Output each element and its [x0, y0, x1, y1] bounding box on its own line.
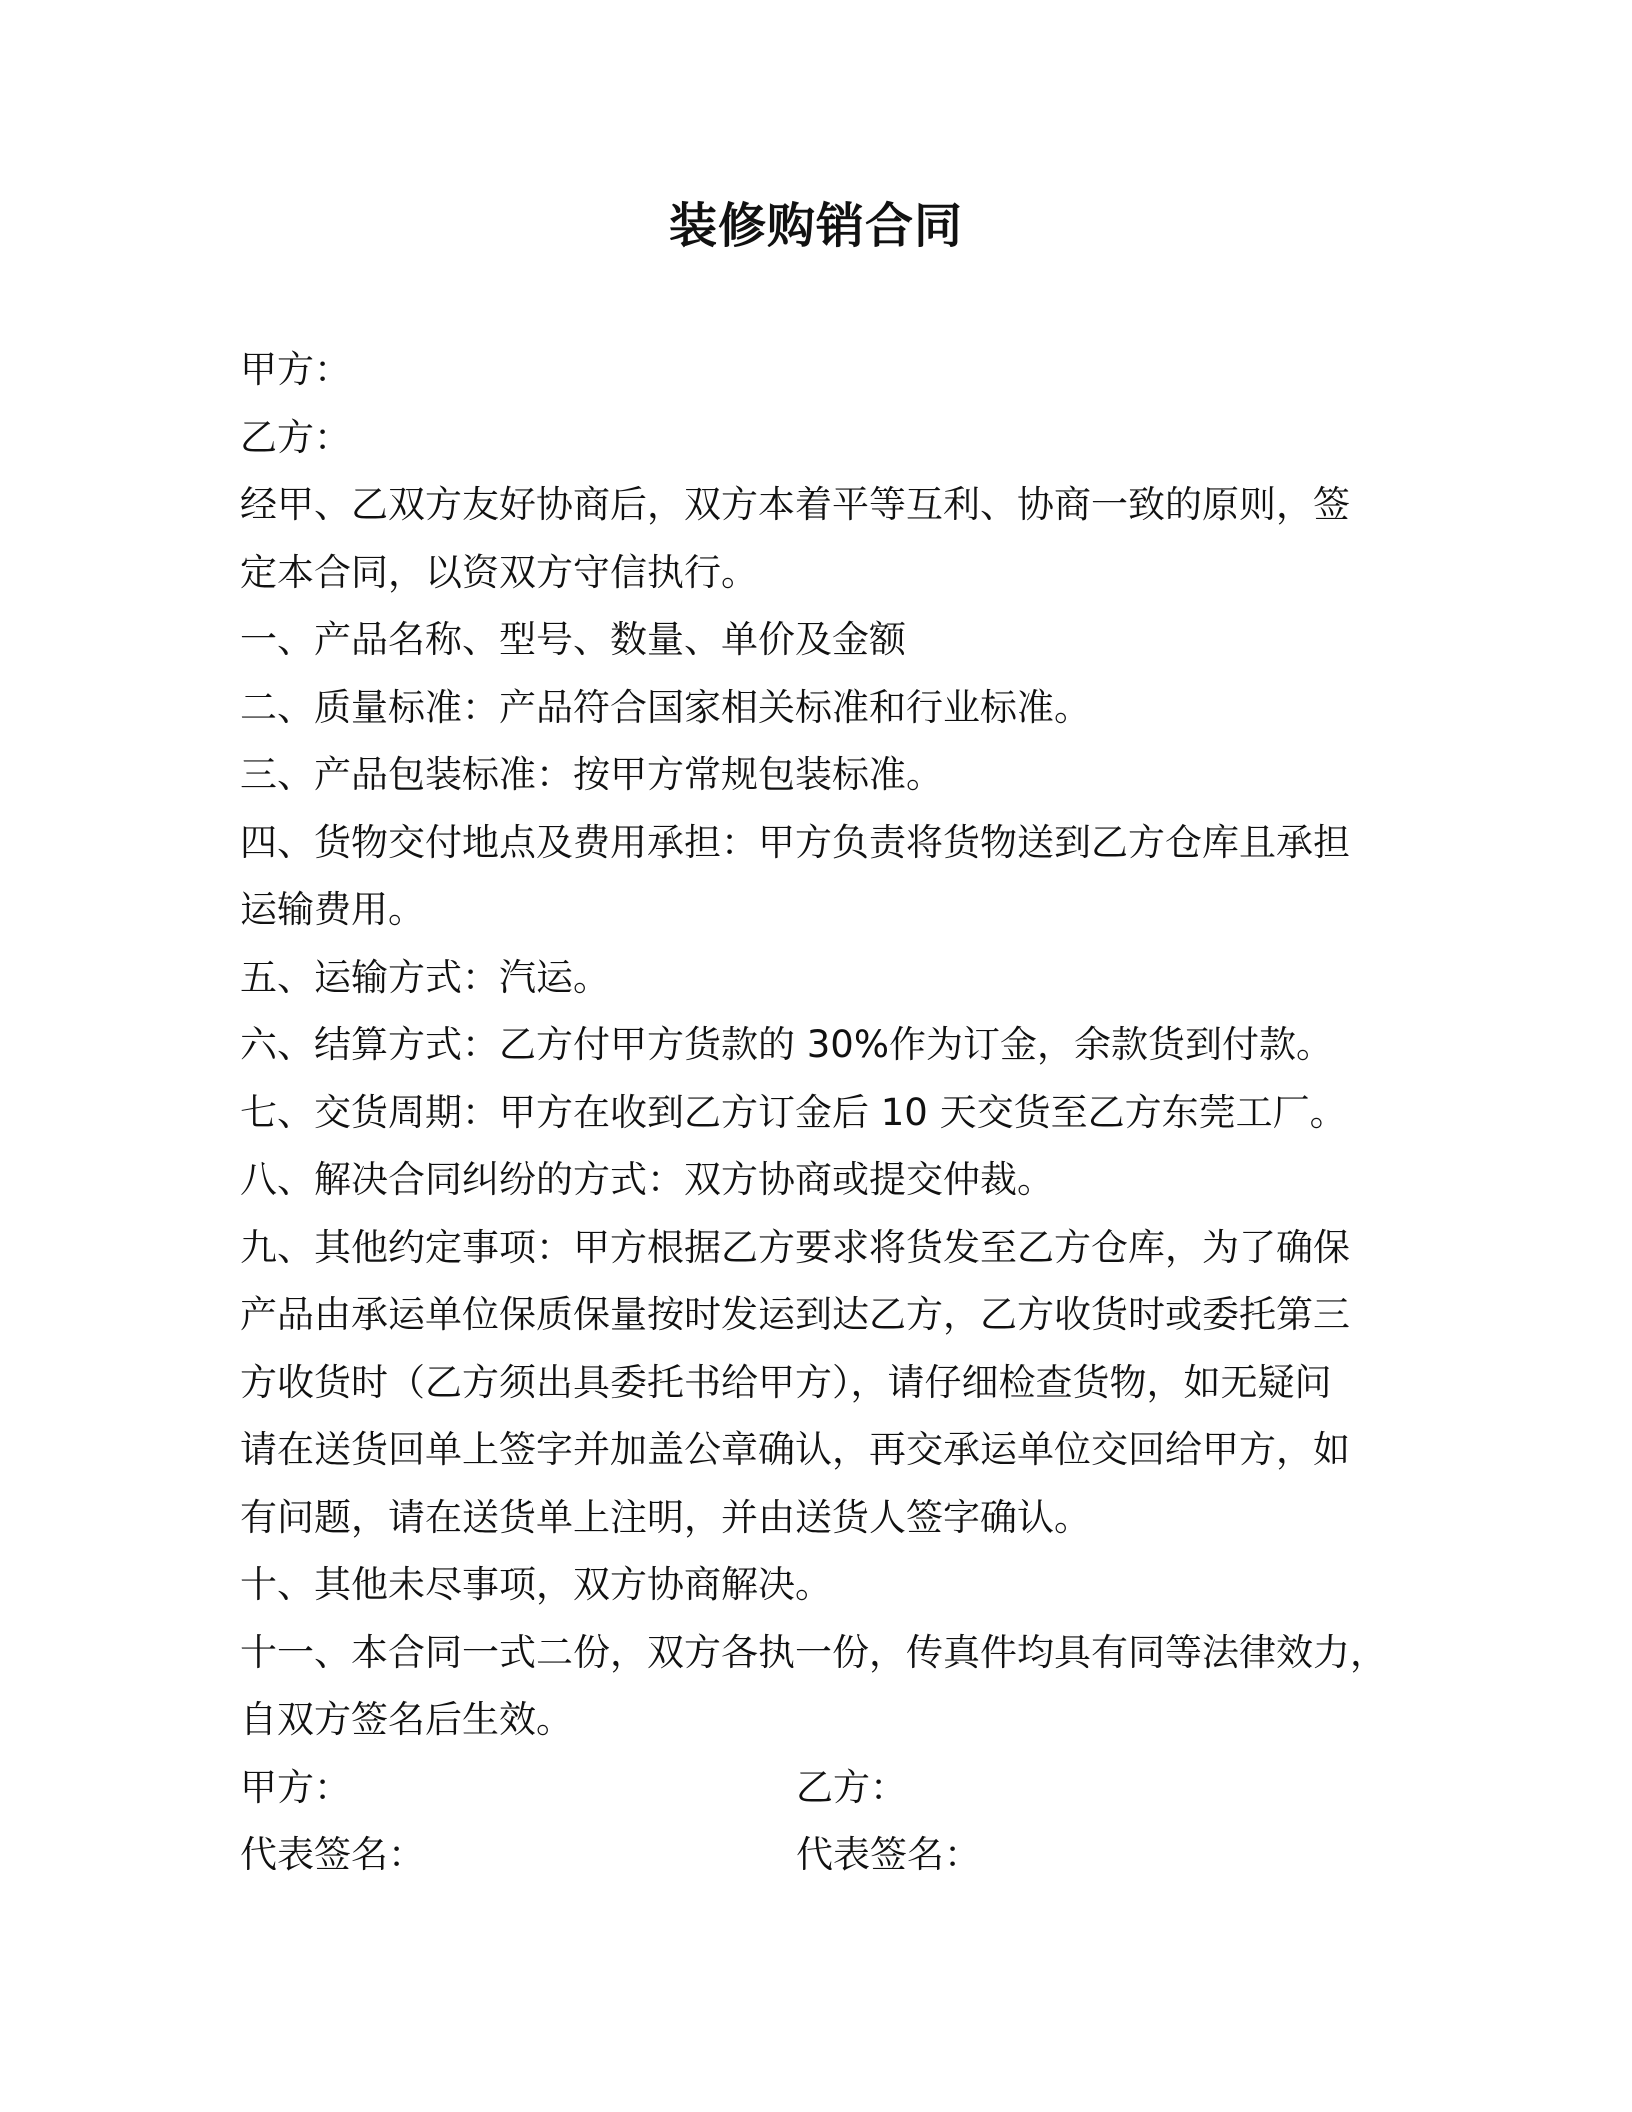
signature-rep-row — [240, 1821, 1380, 1889]
paragraph-line-6: 四、货物交付地点及费用承担：甲方负责将货物送到乙方仓库且承担 — [240, 820, 1350, 864]
signature-party-row — [240, 1754, 1380, 1822]
paragraph-line-18: 十一、本合同一式二份，双方各执一份，传真件均具有同等法律效力， — [240, 1630, 1387, 1674]
paragraph-line-16: 有问题，请在送货单上注明，并由送货人签字确认。 — [240, 1495, 1091, 1539]
paragraph-line-8: 五、运输方式：汽运。 — [240, 955, 610, 999]
paragraph-line-10: 七、交货周期：甲方在收到乙方订金后 10 天交货至乙方东莞工厂。 — [240, 1090, 1347, 1134]
paragraph-line-9: 六、结算方式：乙方付甲方货款的 30%作为订金，余款货到付款。 — [240, 1023, 1333, 1066]
paragraph-line-11: 八、解决合同纠纷的方式：双方协商或提交仲裁。 — [240, 1158, 1054, 1201]
document-title: 装修购销合同 — [668, 198, 963, 254]
signature-party-b: 乙方： — [796, 1765, 907, 1809]
paragraph-line-15: 请在送货回单上签字并加盖公章确认，再交承运单位交回给甲方，如 — [240, 1428, 1350, 1471]
paragraph-line-13: 产品由承运单位保质保量按时发运到达乙方，乙方收货时或委托第三 — [240, 1293, 1350, 1336]
paragraph-line-4: 二、质量标准：产品符合国家相关标准和行业标准。 — [240, 685, 1091, 729]
paragraph-line-17: 十、其他未尽事项，双方协商解决。 — [240, 1563, 832, 1606]
signature-rep-b: 代表签名： — [796, 1833, 981, 1876]
party-a-line: 甲方： — [240, 348, 351, 391]
signature-party-a: 甲方： — [240, 1765, 351, 1809]
paragraph-line-3: 一、产品名称、型号、数量、单价及金额 — [240, 618, 906, 661]
paragraph-line-19: 自双方签名后生效。 — [240, 1698, 573, 1741]
signature-rep-a: 代表签名： — [240, 1833, 425, 1876]
paragraph-line-2: 定本合同，以资双方守信执行。 — [240, 550, 758, 594]
paragraph-line-14: 方收货时（乙方须出具委托书给甲方），请仔细检查货物，如无疑问 — [240, 1360, 1332, 1404]
contract-body — [240, 336, 1387, 1889]
paragraph-line-1: 经甲、乙双方友好协商后，双方本着平等互利、协商一致的原则，签 — [240, 483, 1350, 526]
paragraph-line-7: 运输费用。 — [240, 888, 425, 931]
paragraph-line-5: 三、产品包装标准：按甲方常规包装标准。 — [240, 753, 943, 796]
party-b-line: 乙方： — [240, 415, 351, 459]
paragraph-line-12: 九、其他约定事项：甲方根据乙方要求将货发至乙方仓库，为了确保 — [240, 1225, 1350, 1269]
